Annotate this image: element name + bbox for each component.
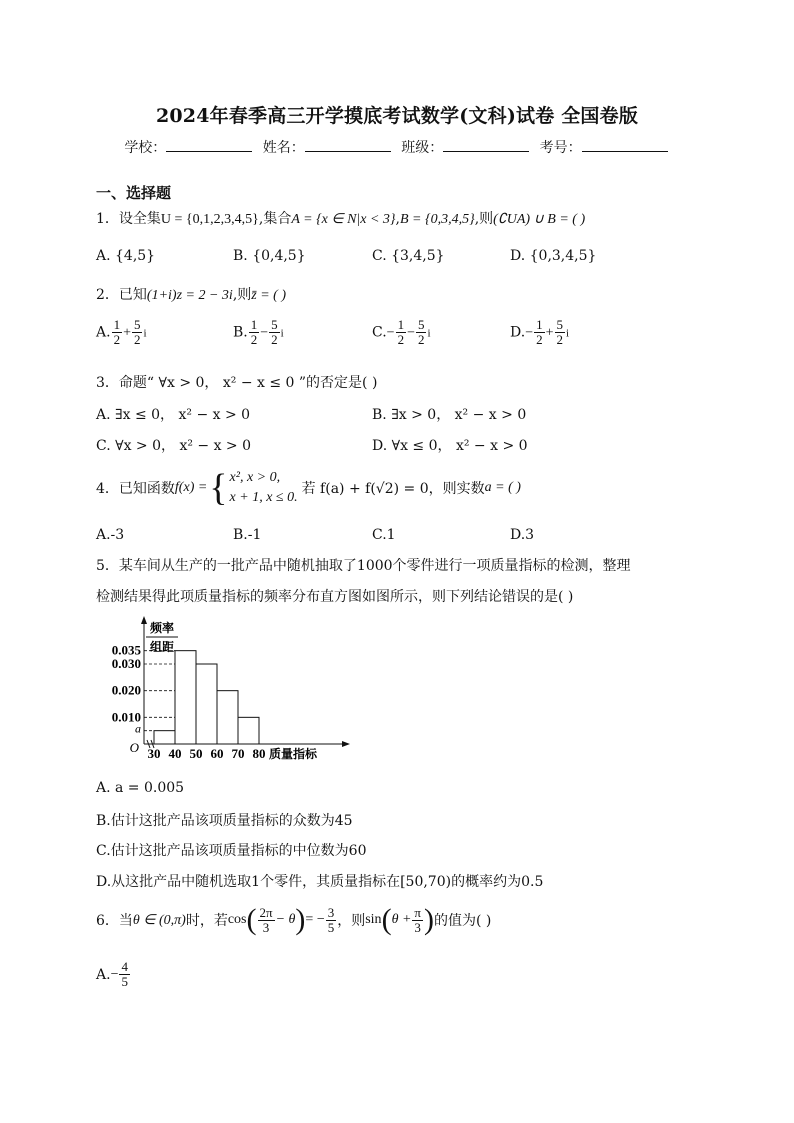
histogram-bar <box>154 731 175 744</box>
q1-option-d[interactable]: D. {0,3,4,5} <box>510 248 597 264</box>
close-paren: ) <box>295 903 306 936</box>
q1-number: 1． <box>96 211 119 227</box>
q6-eq: = − <box>305 912 325 927</box>
fraction: $\frac{\pi}{3}$ <box>414 904 421 935</box>
y-tick-label: 0.035 <box>111 642 141 658</box>
q5-line-2: 检测结果得此项质量指标的频率分布直方图如图所示，则下列结论错误的是( ) <box>96 589 574 605</box>
origin-label: O <box>129 740 139 755</box>
q4-ask: a = ( ) <box>484 480 521 495</box>
q2-then: ,则 <box>232 287 252 303</box>
question-4 <box>96 468 521 508</box>
class-blank[interactable] <box>443 139 529 152</box>
histogram-bar <box>217 691 238 744</box>
q5-option-d[interactable]: D.从这批产品中随机选取1个零件，其质量指标在[50,70)的概率约为0.5 <box>96 874 544 890</box>
q2-expr: (1+i)z = 2 − 3i <box>146 288 233 303</box>
fraction: $\frac{5}{2}$ <box>556 317 563 347</box>
q6-then: ，则 <box>337 913 366 929</box>
q1-expr: (∁UA) ∪ B = ( ) <box>493 212 586 227</box>
y-tick-label: 0.020 <box>111 682 141 698</box>
q6-number: 6． <box>96 913 119 929</box>
x-tick-label: 40 <box>168 746 182 761</box>
class-label: 班级： <box>401 140 444 156</box>
question-1 <box>96 208 585 228</box>
q5-line-1: 某车间从生产的一批产品中随机抽取了1000个零件进行一项质量指标的检测，整理 <box>118 558 631 574</box>
q4-condition: 若 f(a) + f(√2) = 0，则实数 <box>301 481 485 497</box>
q5-number: 5． <box>96 558 119 574</box>
q3-option-a[interactable]: A. ∃x ≤ 0， x² − x > 0 <box>96 407 251 423</box>
q2-option-a[interactable]: A. $\frac{1}{2}$ + $\frac{5}{2}$ i <box>96 317 147 347</box>
close-paren: ) <box>423 903 434 936</box>
y-tick-label: 0.010 <box>111 709 141 725</box>
q1-set-b: B = {0,3,4,5} <box>399 212 475 227</box>
y-axis-label-top: 频率 <box>149 621 175 635</box>
q3-text: 命题“ ∀x > 0， x² − x ≤ 0 ”的否定是( ) <box>118 375 378 391</box>
q6-sin: sin <box>365 912 382 927</box>
student-info-row <box>0 137 794 157</box>
y-axis-label-bottom: 组距 <box>149 640 175 654</box>
q2-option-c[interactable]: C.− $\frac{1}{2}$ − $\frac{5}{2}$ i <box>372 317 431 347</box>
x-tick-label: 60 <box>210 746 224 761</box>
q4-fx: f(x) = <box>174 480 208 495</box>
fraction: $\frac{3}{5}$ <box>327 904 335 935</box>
q5-option-c[interactable]: C.估计这批产品该项质量指标的中位数为60 <box>96 843 367 859</box>
x-tick-label: 80 <box>252 746 266 761</box>
question-2 <box>96 284 286 304</box>
fraction: $\frac{4}{5}$ <box>121 959 128 989</box>
x-tick-label: 70 <box>231 746 245 761</box>
histogram-bar <box>196 664 217 744</box>
x-tick-label: 30 <box>147 746 161 761</box>
exam-number-label: 考号： <box>539 140 582 156</box>
open-paren: ( <box>381 903 392 936</box>
page-title: 2024年春季高三开学摸底考试数学(文科)试卷 全国卷版 <box>155 105 639 127</box>
question-5-line-1 <box>96 555 631 575</box>
fraction: $\frac{5}{2}$ <box>417 317 425 347</box>
q5-option-b[interactable]: B.估计这批产品该项质量指标的众数为45 <box>96 813 353 829</box>
q4-option-d[interactable]: D.3 <box>510 527 535 543</box>
q1-lead: 设全集 <box>118 211 161 227</box>
q2-option-b[interactable]: B. $\frac{1}{2}$ − $\frac{5}{2}$ i <box>233 317 284 347</box>
q6-minus-theta: − θ <box>275 912 296 927</box>
q4-case-2: x + 1, x ≤ 0. <box>229 490 298 505</box>
x-axis-label: 质量指标 <box>269 747 318 761</box>
q4-number: 4． <box>96 481 119 497</box>
q1-then: ,则 <box>474 211 494 227</box>
fraction: $\frac{1}{2}$ <box>113 317 121 347</box>
name-label: 姓名： <box>262 140 305 156</box>
q4-piecewise <box>230 468 298 508</box>
q2-option-d[interactable]: D.− $\frac{1}{2}$ + $\frac{5}{2}$ i <box>510 317 570 347</box>
q1-option-b[interactable]: B. {0,4,5} <box>233 248 306 264</box>
q2-lead: 已知 <box>118 287 147 303</box>
histogram-bar <box>238 717 259 744</box>
q2-ask: z̄ = ( ) <box>251 288 287 303</box>
q5-option-a[interactable]: A. a = 0.005 <box>96 780 185 796</box>
fraction: $\frac{1}{2}$ <box>536 317 543 347</box>
q3-option-c[interactable]: C. ∀x > 0， x² − x > 0 <box>96 438 252 454</box>
q4-brace: { <box>209 467 228 509</box>
exam-number-blank[interactable] <box>582 139 668 152</box>
q6-domain: θ ∈ (0,π) <box>132 912 186 928</box>
q6-mid: 时，若 <box>185 913 228 929</box>
fraction: $\frac{5}{2}$ <box>133 317 141 347</box>
q3-number: 3． <box>96 375 119 391</box>
q6-cos: cos <box>227 912 247 927</box>
q1-option-a[interactable]: A. {4,5} <box>96 248 156 264</box>
q4-option-a[interactable]: A.-3 <box>96 527 125 543</box>
q4-lead: 已知函数 <box>118 481 175 497</box>
open-paren: ( <box>246 903 257 936</box>
school-blank[interactable] <box>166 139 252 152</box>
q6-option-a[interactable]: A. − $\frac{4}{5}$ <box>96 959 128 989</box>
q3-option-b[interactable]: B. ∃x > 0， x² − x > 0 <box>372 407 527 423</box>
name-blank[interactable] <box>305 139 391 152</box>
q6-lead: 当 <box>118 913 133 929</box>
frequency-histogram <box>96 616 356 766</box>
y-tick-label: 0.030 <box>111 656 141 671</box>
x-axis-arrow <box>342 741 350 747</box>
q1-mid: ,集合 <box>258 211 292 227</box>
fraction: $\frac{1}{2}$ <box>397 317 405 347</box>
q1-sep: , <box>395 211 400 227</box>
fraction: $\frac{2\pi}{3}$ <box>259 904 273 935</box>
question-3 <box>96 372 377 392</box>
q4-option-c[interactable]: C.1 <box>372 527 396 543</box>
q1-set-u: U = {0,1,2,3,4,5} <box>160 212 259 227</box>
histogram-bar <box>175 651 196 744</box>
q6-ask: 的值为( ) <box>433 913 492 929</box>
section-heading: 一、选择题 <box>96 184 172 202</box>
q1-option-c[interactable]: C. {3,4,5} <box>372 248 445 264</box>
x-tick-label: 50 <box>189 746 203 761</box>
y-tick-label: a <box>135 721 141 736</box>
q1-set-a: A = {x ∈ N|x < 3} <box>291 212 396 227</box>
y-axis-arrow <box>141 616 147 624</box>
q4-option-b[interactable]: B.-1 <box>233 527 262 543</box>
q6-theta-plus: θ + <box>391 912 412 927</box>
fraction: $\frac{1}{2}$ <box>250 317 258 347</box>
fraction: $\frac{5}{2}$ <box>271 317 278 347</box>
q4-case-1: x², x > 0, <box>229 470 281 485</box>
q3-option-d[interactable]: D. ∀x ≤ 0， x² − x > 0 <box>372 438 528 454</box>
school-label: 学校： <box>124 140 167 156</box>
q2-number: 2． <box>96 287 119 303</box>
question-6 <box>96 905 491 935</box>
